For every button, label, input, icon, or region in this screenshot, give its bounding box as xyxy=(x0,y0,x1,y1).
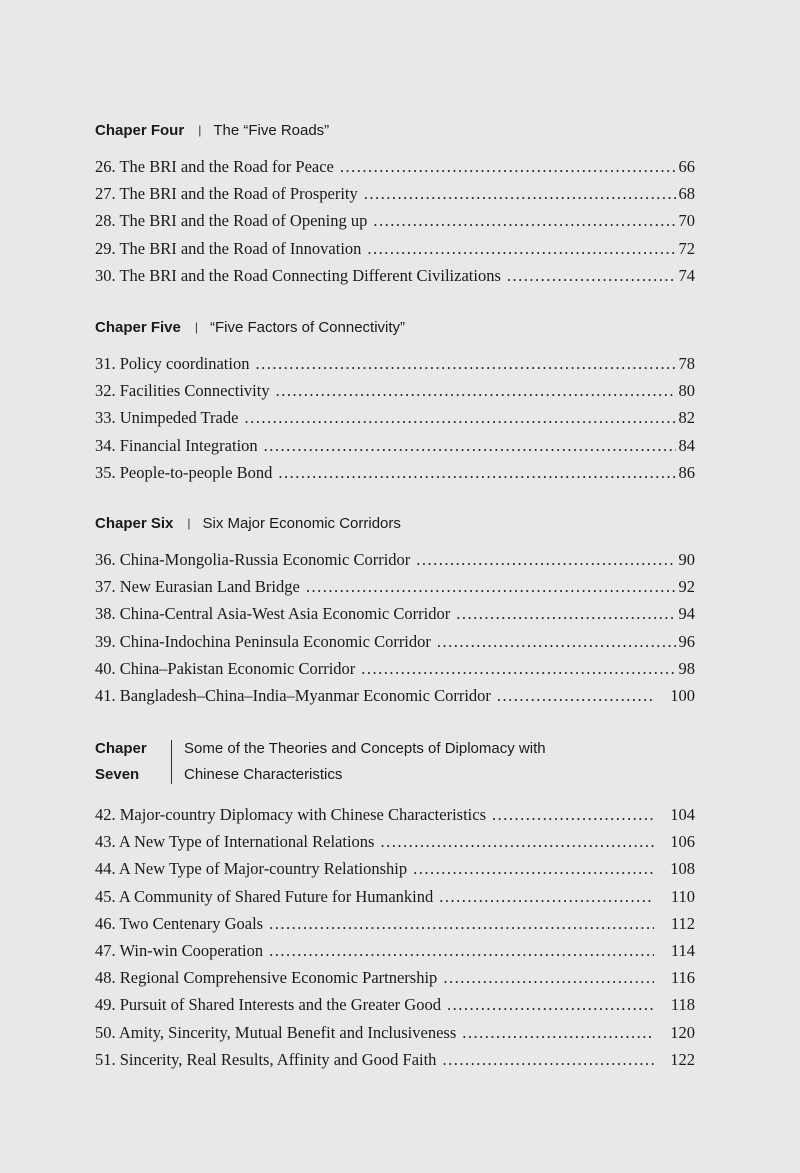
toc-entry[interactable] xyxy=(95,964,695,991)
chapter-label xyxy=(95,736,157,788)
toc-entry[interactable] xyxy=(95,828,695,855)
chapter-title-line: Some of the Theories and Concepts of Diplomacy with xyxy=(184,740,546,757)
leader-dots xyxy=(413,855,654,882)
leader-dots xyxy=(306,573,676,600)
entry-title: 27. The BRI and the Road of Prosperity xyxy=(95,184,358,204)
entry-list xyxy=(95,546,695,709)
toc-entry[interactable] xyxy=(95,377,695,404)
page-number: 82 xyxy=(678,408,695,428)
separator: | xyxy=(187,516,191,530)
entry-title: 35. People-to-people Bond xyxy=(95,462,273,482)
toc-entry[interactable] xyxy=(95,262,695,289)
toc-entry[interactable] xyxy=(95,628,695,655)
toc-entry[interactable] xyxy=(95,432,695,459)
page-number: 68 xyxy=(678,184,695,204)
entry-title: 37. New Eurasian Land Bridge xyxy=(95,577,300,597)
leader-dots xyxy=(276,377,676,404)
toc-entry[interactable] xyxy=(95,855,695,882)
entry-title: 48. Regional Comprehensive Economic Partnership xyxy=(95,968,438,988)
leader-dots xyxy=(462,1019,654,1046)
leader-dots xyxy=(447,991,654,1018)
chapter-title: “Five Factors of Connectivity” xyxy=(210,318,406,336)
leader-dots xyxy=(439,883,654,910)
chapter-heading xyxy=(95,316,695,338)
toc-entry[interactable] xyxy=(95,235,695,262)
page-number: 70 xyxy=(678,211,695,231)
page-number: 116 xyxy=(670,968,695,988)
toc-entry[interactable] xyxy=(95,801,695,828)
chapter-four xyxy=(95,119,695,289)
toc-entry[interactable] xyxy=(95,180,695,207)
leader-dots xyxy=(443,964,654,991)
leader-dots xyxy=(373,207,675,234)
entry-title: 28. The BRI and the Road of Opening up xyxy=(95,211,368,231)
leader-dots xyxy=(264,432,676,459)
page-number: 90 xyxy=(678,550,695,569)
entry-title: 26. The BRI and the Road for Peace xyxy=(95,157,334,176)
entry-list xyxy=(95,350,695,486)
page-number: 98 xyxy=(678,658,695,678)
entry-title: 40. China–Pakistan Economic Corridor xyxy=(95,658,356,678)
toc-entry[interactable] xyxy=(95,207,695,234)
entry-title: 49. Pursuit of Shared Interests and the Greater Good xyxy=(95,995,441,1015)
leader-dots xyxy=(278,459,675,486)
toc-entry[interactable] xyxy=(95,459,695,486)
separator: | xyxy=(194,320,198,334)
page-number: 66 xyxy=(678,157,695,176)
entry-title: 39. China-Indochina Peninsula Economic Corridor xyxy=(95,631,431,651)
toc-entry[interactable] xyxy=(95,1046,695,1073)
leader-dots xyxy=(507,262,676,289)
page-number: 78 xyxy=(678,354,695,373)
leader-dots xyxy=(255,350,675,377)
chapter-seven xyxy=(95,736,695,1073)
chapter-label-line: Chaper xyxy=(95,740,147,757)
page-number: 118 xyxy=(670,995,695,1015)
chapter-six xyxy=(95,512,695,709)
toc-entry[interactable] xyxy=(95,991,695,1018)
chapter-title: The “Five Roads” xyxy=(213,121,330,139)
chapter-heading xyxy=(95,512,695,534)
entry-title: 29. The BRI and the Road of Innovation xyxy=(95,238,362,258)
leader-dots xyxy=(380,828,654,855)
leader-dots xyxy=(361,655,675,682)
entry-title: 32. Facilities Connectivity xyxy=(95,381,270,401)
chapter-label: Chaper Four xyxy=(95,121,185,139)
leader-dots xyxy=(416,546,675,573)
page-number: 122 xyxy=(670,1049,695,1069)
toc-entry[interactable] xyxy=(95,600,695,627)
entry-title: 41. Bangladesh–China–India–Myanmar Economic Corridor xyxy=(95,685,491,705)
chapter-heading xyxy=(95,119,695,141)
toc-entry[interactable] xyxy=(95,655,695,682)
entry-title: 51. Sincerity, Real Results, Affinity and Good Faith xyxy=(95,1049,437,1069)
page-number: 80 xyxy=(678,381,695,401)
page-number: 96 xyxy=(678,631,695,651)
leader-dots xyxy=(364,180,676,207)
toc-entry[interactable] xyxy=(95,350,695,377)
entry-title: 38. China-Central Asia-West Asia Economic Corridor xyxy=(95,604,451,624)
chapter-label: Chaper Six xyxy=(95,514,174,532)
entry-title: 43. A New Type of International Relations xyxy=(95,832,375,852)
separator xyxy=(171,740,172,784)
page-number: 84 xyxy=(678,435,695,455)
entry-title: 33. Unimpeded Trade xyxy=(95,408,239,428)
entry-title: 45. A Community of Shared Future for Humankind xyxy=(95,886,434,906)
page-number: 114 xyxy=(670,940,695,960)
entry-title: 31. Policy coordination xyxy=(95,354,250,373)
toc-entry[interactable] xyxy=(95,404,695,431)
chapter-title-line: Chinese Characteristics xyxy=(184,766,343,783)
leader-dots xyxy=(340,153,676,180)
page-number: 86 xyxy=(678,462,695,482)
entry-title: 42. Major-country Diplomacy with Chinese Characteristics xyxy=(95,805,486,824)
chapter-label: Chaper Five xyxy=(95,318,181,336)
page-number: 120 xyxy=(670,1022,695,1042)
page-number: 108 xyxy=(670,859,695,879)
page-number: 72 xyxy=(678,238,695,258)
entry-title: 36. China-Mongolia-Russia Economic Corridor xyxy=(95,550,411,569)
entry-list xyxy=(95,153,695,289)
separator: | xyxy=(198,123,202,137)
leader-dots xyxy=(367,235,675,262)
leader-dots xyxy=(269,910,654,937)
page-number: 94 xyxy=(678,604,695,624)
chapter-five xyxy=(95,316,695,486)
toc-entry[interactable] xyxy=(95,883,695,910)
toc-entry[interactable] xyxy=(95,546,695,573)
entry-title: 30. The BRI and the Road Connecting Different Civilizations xyxy=(95,265,501,285)
leader-dots xyxy=(269,937,654,964)
page-number: 104 xyxy=(670,805,695,824)
leader-dots xyxy=(437,628,676,655)
leader-dots xyxy=(442,1046,654,1073)
toc-entry[interactable] xyxy=(95,573,695,600)
entry-list xyxy=(95,801,695,1073)
toc-entry[interactable] xyxy=(95,682,695,709)
toc-entry[interactable] xyxy=(95,937,695,964)
entry-title: 50. Amity, Sincerity, Mutual Benefit and Inclusiveness xyxy=(95,1022,457,1042)
chapter-label-line: Seven xyxy=(95,766,140,783)
leader-dots xyxy=(492,801,654,828)
page-number: 112 xyxy=(670,913,695,933)
leader-dots xyxy=(497,682,654,709)
leader-dots xyxy=(244,404,675,431)
chapter-heading xyxy=(95,736,695,788)
chapter-title: Six Major Economic Corridors xyxy=(202,514,401,532)
page-number: 74 xyxy=(678,265,695,285)
toc-entry[interactable] xyxy=(95,1019,695,1046)
page-number: 106 xyxy=(670,832,695,852)
entry-title: 47. Win-win Cooperation xyxy=(95,940,264,960)
page-number: 92 xyxy=(678,577,695,597)
toc-entry[interactable] xyxy=(95,910,695,937)
page-number: 110 xyxy=(670,886,695,906)
chapter-title xyxy=(184,736,546,788)
entry-title: 44. A New Type of Major-country Relationship xyxy=(95,859,408,879)
entry-title: 34. Financial Integration xyxy=(95,435,258,455)
page-number: 100 xyxy=(670,685,695,705)
leader-dots xyxy=(456,600,675,627)
toc-entry[interactable] xyxy=(95,153,695,180)
entry-title: 46. Two Centenary Goals xyxy=(95,913,264,933)
